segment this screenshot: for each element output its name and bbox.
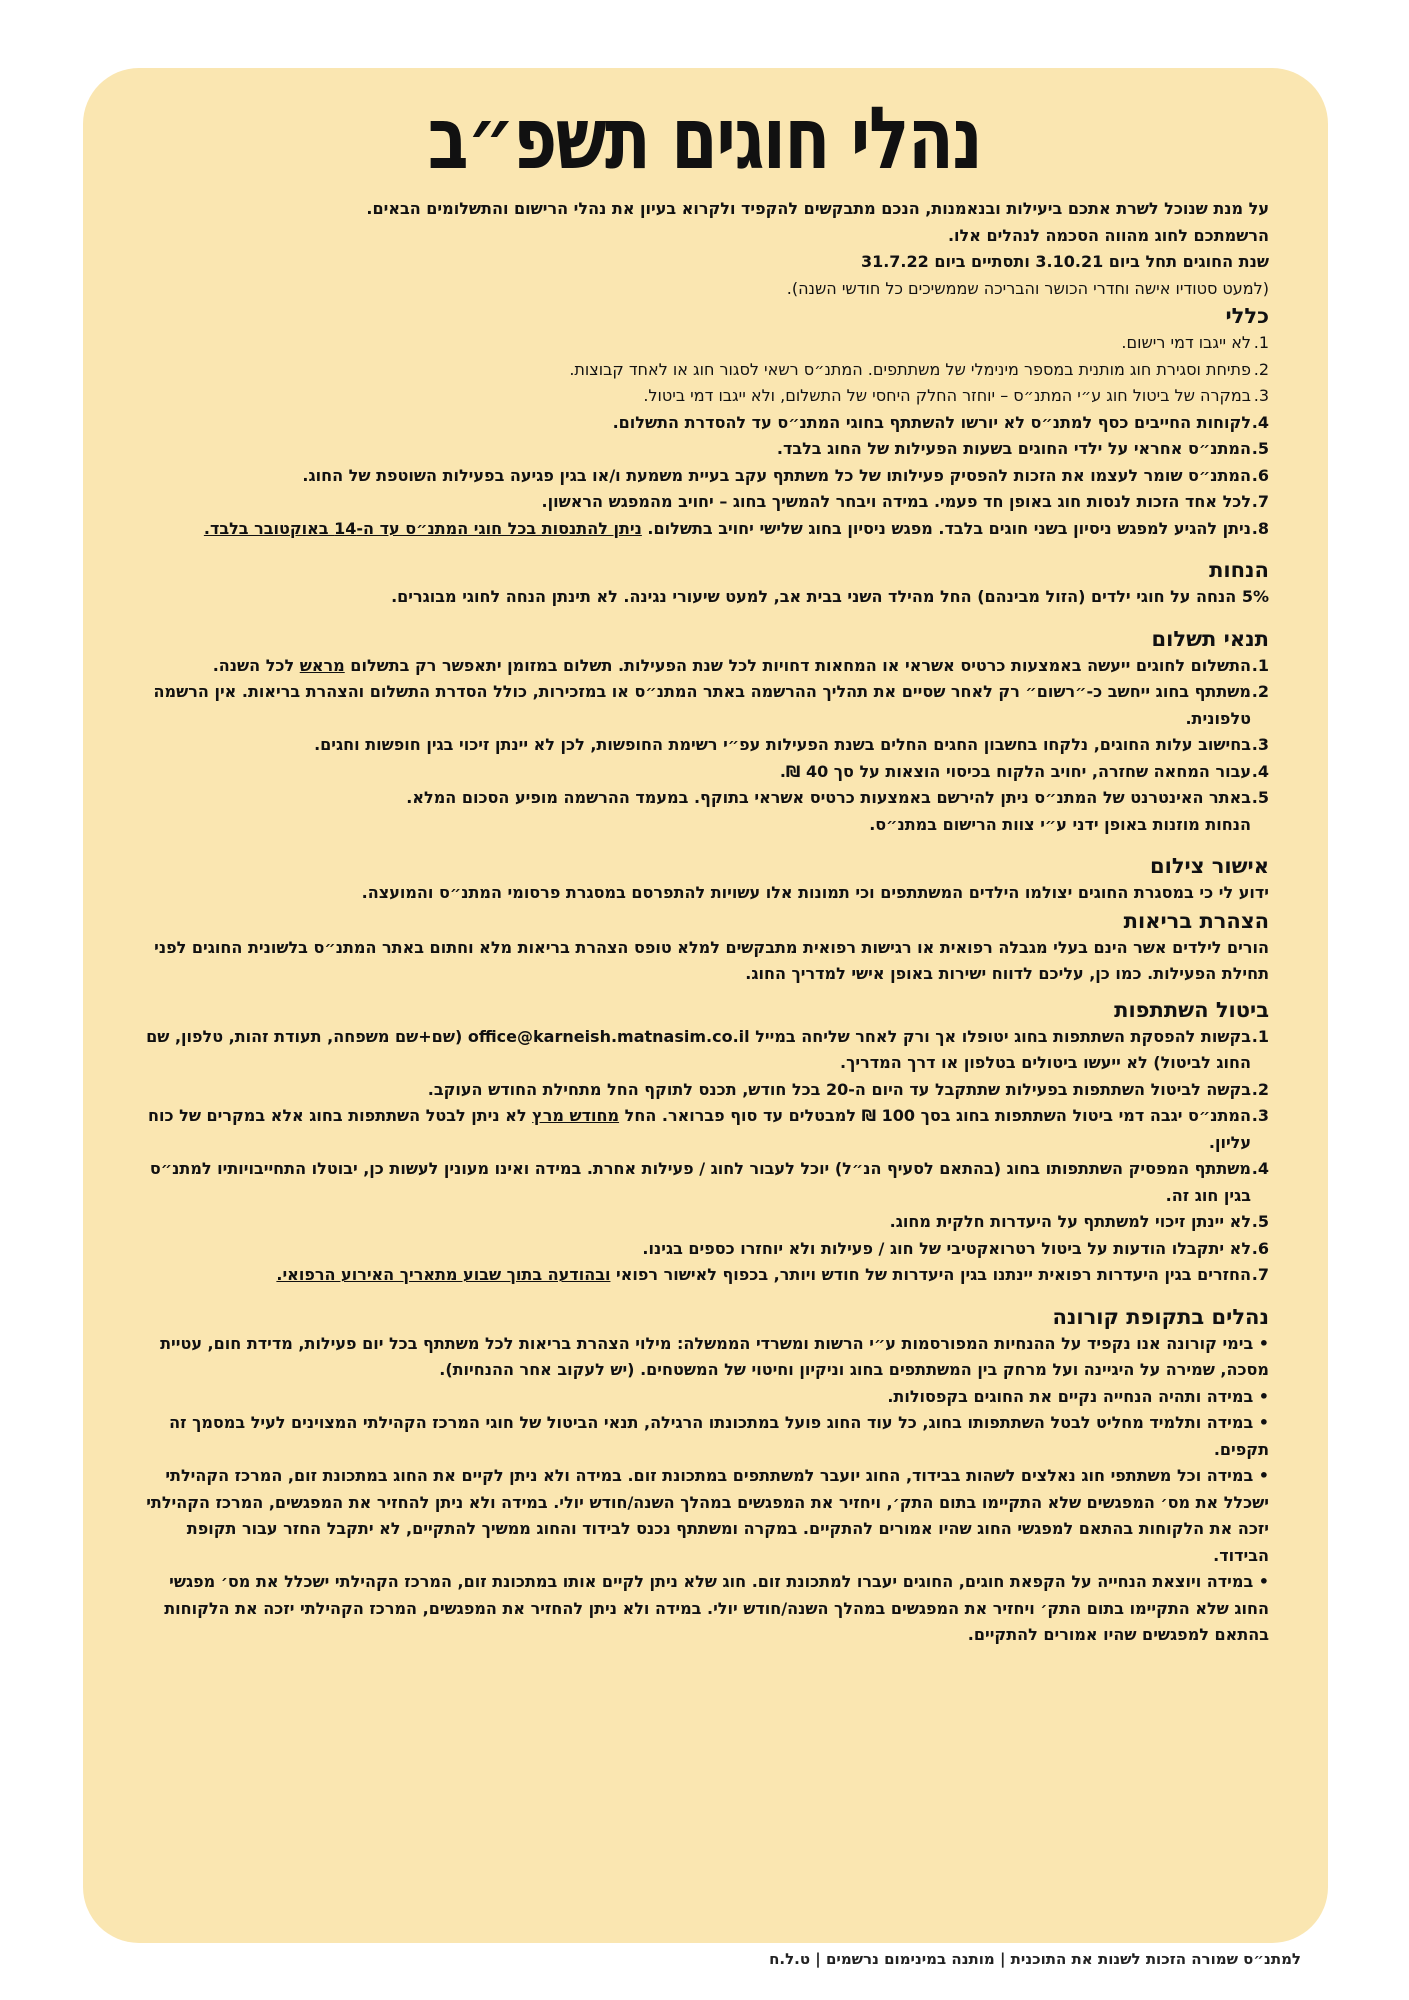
item-number: 5.	[1251, 1212, 1269, 1231]
item-number: 1.	[1253, 333, 1269, 352]
item-number: 1.	[1251, 655, 1269, 675]
discounts-text: 5% הנחה על חוגי ילדים (הזול מבינהם) החל מהילד השני בבית אב, למעט שיעורי נגינה. לא תינתן הנחה לחוגי מבוגרים.	[391, 587, 1269, 606]
item-text: התשלום לחוגים ייעשה באמצעות כרטיס אשראי או המחאות דחויות לכל שנת הפעילות. תשלום במזומן יתאפשר רק בתשלום	[344, 655, 1251, 675]
list-item	[139, 436, 1269, 463]
item-text: בקשות להפסקת השתתפות בחוג יטופלו אך ורק לאחר שליחה במייל office@karneish.matnasim.co.il (שם+שם משפחה, תעודת זהות, טלפון, שם החוג לביטול) לא ייעשו ביטולים בטלפון או דרך המדריך.	[146, 1026, 1251, 1072]
list-item	[139, 1077, 1269, 1104]
item-number: 6.	[1251, 1238, 1269, 1258]
photo-text: ידוע לי כי במסגרת החוגים יצולמו הילדים המשתתפים וכי תמונות אלו עשויות להתפרסם במסגרת פרסומי המתנ״ס והמועצה.	[361, 883, 1269, 902]
item-number: 4.	[1251, 761, 1269, 781]
item-text: המתנ״ס יגבה דמי ביטול השתתפות בחוג בסך 100 ₪ למבטלים עד סוף פברואר. החל	[619, 1106, 1251, 1125]
item-text: פתיחת וסגירת חוג מותנית במספר מינימלי של משתתפים. המתנ״ס רשאי לסגור חוג או לאחד קבוצות.	[569, 359, 1251, 379]
corona-paragraph-4: • במידה וכל משתתפי חוג נאלצים לשהות בבידוד, החוג יועבר למשתתפים במתכונת זום. במידה ולא ניתן לקיים את החוג במתכונת זום, המרכז הקהילתי ישכלל את מס׳ המפגשים שלא התקיימו בתום התק׳, ויחזיר את המפגשים במהלך השנה/חודש יולי. במידה ולא ניתן להחזיר את המפגשים, המרכז הקהילתי יזכה את הלקוחות בהתאם למפגשי החוג שהיו אמורים להתקיים. במקרה ומשתתף נכנס לבידוד והחוג ממשיך להתקיים, לא יתקבל החזר עבור תקופת הבידוד.	[146, 1466, 1269, 1565]
list-item	[139, 1262, 1269, 1289]
list-item	[139, 357, 1269, 384]
corona-paragraph-2: • במידה ותהיה הנחייה נקיים את החוגים בקפסולות.	[887, 1386, 1269, 1406]
item-text: משתתף המפסיק השתתפותו בחוג (בהתאם לסעיף הנ״ל) יוכל לעבור לחוג / פעילות אחרת. במידה ואינו מעונין לעשות כן, יבוטלו התחייבויותיו למתנ״ס בגין חוג זה.	[149, 1159, 1251, 1205]
list-item	[139, 410, 1269, 437]
item-number: 2.	[1251, 1079, 1269, 1099]
item-number: 5.	[1251, 439, 1269, 458]
list-item	[139, 1024, 1269, 1077]
list-item	[139, 1156, 1269, 1209]
corona-paragraph-3: • במידה ותלמיד מחליט לבטל השתתפותו בחוג, כל עוד החוג פועל במתכונתו הרגילה, תנאי הביטול של חוגי המרכז הקהילתי המצוינים לעיל במסמך זה תקפים.	[169, 1413, 1269, 1459]
photo-heading: אישור צילום	[1150, 854, 1269, 878]
health-heading: הצהרת בריאות	[1123, 908, 1269, 933]
intro-line-4: (למעט סטודיו אישה וחדרי הכושר והבריכה שממשיכים כל חודשי השנה).	[786, 278, 1269, 298]
list-item	[139, 679, 1269, 732]
list-item	[139, 463, 1269, 490]
item-text: לא יינתן זיכוי למשתתף על היעדרות חלקית מחוג.	[889, 1212, 1251, 1231]
footer-note: למתנ״ס שמורה הזכות לשנות את התוכנית | מותנה במינימום נרשמים | ט.ל.ח	[769, 1950, 1301, 1968]
cancel-list	[139, 1024, 1269, 1289]
list-item	[139, 785, 1269, 838]
intro-line-3: שנת החוגים תחל ביום 3.10.21 ותסתיים ביום 31.7.22	[860, 252, 1269, 271]
item-text: המתנ״ס שומר לעצמו את הזכות להפסיק פעילותו של כל משתתף עקב בעיית משמעת ו/או בגין פגיעה בפעילות השוטפת של החוג.	[302, 465, 1251, 485]
intro-line-2: הרשמתכם לחוג מהווה הסכמה לנהלים אלו.	[947, 225, 1269, 245]
trial-deadline-note: ניתן להתנסות בכל חוגי המתנ״ס עד ה-14 באוקטובר בלבד.	[203, 518, 642, 538]
discounts-heading: הנחות	[1209, 558, 1269, 582]
item-number: 2.	[1253, 359, 1269, 379]
item-number: 4.	[1251, 412, 1269, 432]
item-number: 6.	[1251, 465, 1269, 485]
item-text: לכל השנה.	[212, 655, 300, 675]
item-text: לקוחות החייבים כסף למתנ״ס לא יורשו להשתתף בחוגי המתנ״ס עד להסדרת התשלום.	[612, 412, 1251, 432]
item-text: לא יתקבלו הודעות על ביטול רטרואקטיבי של חוג / פעילות ולא יוחזרו כספים בגינו.	[642, 1238, 1251, 1258]
page-title: נהלי חוגים תשפ״ב	[427, 89, 982, 189]
corona-paragraph-1: • בימי קורונה אנו נקפיד על ההנחיות המפורסמות ע״י הרשות ומשרדי הממשלה: מילוי הצהרת בריאות לכל משתתף בכל יום פעילות, מדידת חום, עטיית מסכה, שמירה על היגיינה ועל מרחק בין המשתתפים בחוג וניקיון וחיטוי של המשטחים. (יש לעקוב אחר ההנחיות).	[160, 1333, 1269, 1379]
payment-heading: תנאי תשלום	[1151, 626, 1269, 651]
item-text-underlined: מחודש מרץ	[532, 1106, 620, 1125]
item-number: 1.	[1251, 1026, 1269, 1046]
list-item	[139, 330, 1269, 357]
item-number: 3.	[1253, 386, 1269, 405]
general-section	[139, 302, 1269, 542]
item-text-underlined: ובהודעה בתוך שבוע מתאריך האירוע הרפואי.	[276, 1265, 611, 1284]
list-item	[139, 1209, 1269, 1236]
intro-section	[139, 196, 1269, 302]
discounts-section	[139, 556, 1269, 611]
corona-section	[139, 1303, 1269, 1649]
list-item	[139, 759, 1269, 786]
item-number: 7.	[1251, 1265, 1269, 1284]
document-body	[139, 196, 1269, 1649]
list-item	[139, 1236, 1269, 1263]
list-item	[139, 1103, 1269, 1156]
list-item	[139, 732, 1269, 759]
health-text: הורים לילדים אשר הינם בעלי מגבלה רפואית או רגישות רפואית מתבקשים למלא טופס הצהרת בריאות מלא וחתום באתר המתנ״ס בלשונית החוגים לפני תחילת הפעילות. כמו כן, עליכם לדווח ישירות באופן אישי למדריך החוג.	[154, 937, 1269, 983]
item-number: 4.	[1251, 1159, 1269, 1178]
item-text: במקרה של ביטול חוג ע״י המתנ״ס – יוחזר החלק היחסי של התשלום, ולא ייגבו דמי ביטול.	[643, 386, 1251, 405]
list-item	[139, 383, 1269, 410]
item-text: ניתן להגיע למפגש ניסיון בשני חוגים בלבד. מפגש ניסיון בחוג שלישי יחויב בתשלום.	[641, 518, 1251, 538]
item-number: 2.	[1251, 682, 1269, 701]
item-text: לא ניתן לבטל השתתפות בחוג אלא במקרים של כוח עליון.	[148, 1106, 1251, 1152]
item-number: 3.	[1251, 735, 1269, 754]
payment-list	[139, 653, 1269, 839]
item-text: בקשה לביטול השתתפות בפעילות שתתקבל עד היום ה-20 בכל חודש, תכנס לתוקף החל מתחילת החודש העוקב.	[427, 1079, 1251, 1099]
list-item	[139, 653, 1269, 680]
payment-section	[139, 625, 1269, 839]
general-list	[139, 330, 1269, 542]
item-text: משתתף בחוג ייחשב כ-״רשום״ רק לאחר שסיים את תהליך ההרשמה באתר המתנ״ס או במזכירות, כולל הסדרת התשלום והצהרת בריאות. אין הרשמה טלפונית.	[153, 682, 1251, 728]
item-text: הנחות מוזנות באופן ידני ע״י צוות הרישום במתנ״ס.	[869, 814, 1251, 834]
item-number: 3.	[1251, 1106, 1269, 1125]
item-number: 7.	[1251, 492, 1269, 511]
item-text: לא ייגבו דמי רישום.	[1121, 333, 1251, 352]
item-text-underlined: מראש	[299, 655, 345, 675]
health-section	[139, 907, 1269, 988]
item-text: המתנ״ס אחראי על ילדי החוגים בשעות הפעילות של החוג בלבד.	[776, 439, 1251, 458]
item-number: 8.	[1251, 518, 1269, 538]
intro-line-1: על מנת שנוכל לשרת אתכם ביעילות ובנאמנות, הנכם מתבקשים להקפיד ולקרוא בעיון את נהלי הרישום והתשלומים הבאים.	[366, 199, 1269, 218]
corona-heading: נהלים בתקופת קורונה	[1052, 1304, 1269, 1329]
item-text: באתר האינטרנט של המתנ״ס ניתן להירשם באמצעות כרטיס אשראי בתוקף. במעמד ההרשמה מופיע הסכום המלא.	[406, 788, 1251, 807]
item-text: בחישוב עלות החוגים, נלקחו בחשבון החגים החלים בשנת הפעילות עפ״י רשימת החופשות, לכן לא יינתן זיכוי בגין חופשות וחגים.	[314, 735, 1251, 754]
corona-paragraph-5: • במידה ויוצאת הנחייה על הקפאת חוגים, החוגים יעברו למתכונת זום. חוג שלא ניתן לקיים אותו במתכונת זום, המרכז הקהילתי ישכלל את מס׳ מפגשי החוג שלא התקיימו בתום התק׳ ויחזיר את המפגשים במהלך השנה/חודש יולי. במידה ולא ניתן להחזיר את המפגשים, המרכז הקהילתי יזכה את הלקוחות בהתאם למפגשים שהיו אמורים להתקיים.	[164, 1572, 1269, 1644]
item-text: לכל אחד הזכות לנסות חוג באופן חד פעמי. במידה ויבחר להמשיך בחוג – יחויב מהמפגש הראשון.	[541, 492, 1251, 511]
item-text: עבור המחאה שחזרה, יחויב הלקוח בכיסוי הוצאות על סך 40 ₪.	[779, 761, 1251, 781]
item-text: החזרים בגין היעדרות רפואית יינתנו בגין היעדרות של חודש ויותר, בכפוף לאישור רפואי	[610, 1265, 1251, 1284]
cancel-section	[139, 996, 1269, 1289]
item-number: 5.	[1251, 788, 1269, 807]
list-item	[139, 516, 1269, 543]
cancel-heading: ביטול השתתפות	[1114, 997, 1269, 1022]
list-item	[139, 489, 1269, 516]
photo-section	[139, 852, 1269, 907]
general-heading: כללי	[1225, 304, 1269, 328]
